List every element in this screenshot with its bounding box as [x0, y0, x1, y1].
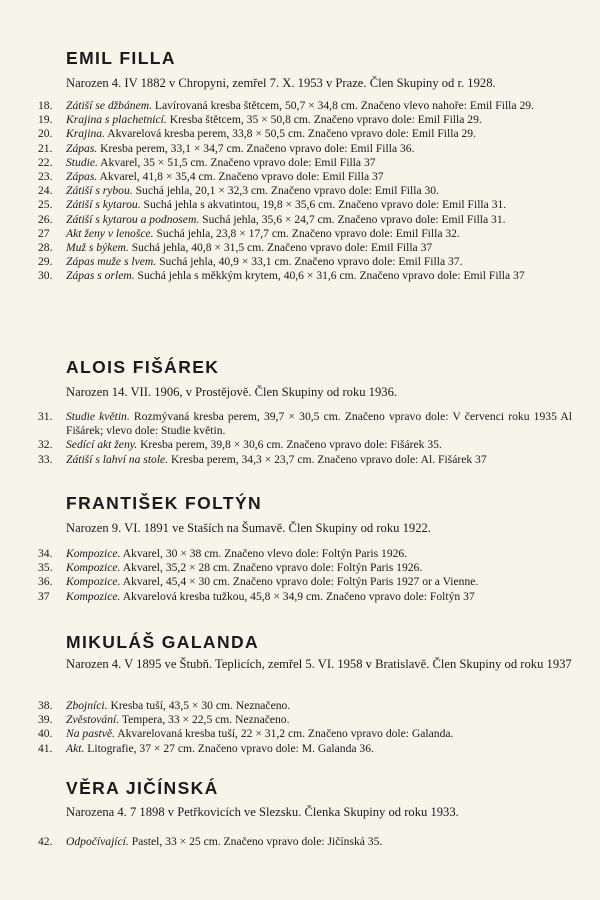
- work-item: [0, 438, 572, 452]
- artist-name: MIKULÁŠ GALANDA: [66, 632, 260, 652]
- work-item: [0, 99, 572, 113]
- work-title: Zbojníci.: [66, 699, 108, 712]
- work-number: 18.: [38, 99, 53, 112]
- works-list: [0, 699, 600, 756]
- work-description: Kresba perem, 39,8 × 30,6 cm. Značeno vpravo dole: Fišárek 35.: [140, 438, 442, 452]
- work-title: Kompozice.: [66, 547, 121, 560]
- work-item: [0, 113, 572, 127]
- work-number: 24.: [38, 184, 53, 198]
- artist-name: VĚRA JIČÍNSKÁ: [66, 778, 219, 798]
- work-item: [0, 727, 572, 741]
- work-item: [0, 241, 572, 255]
- work-description: Akvarel, 35 × 51,5 cm. Značeno vpravo dole: Emil Filla 37: [100, 155, 376, 169]
- work-number: 37: [38, 589, 50, 603]
- work-number: 39.: [38, 713, 53, 727]
- work-description: Kresba perem, 34,3 × 23,7 cm. Značeno vpravo dole: Al. Fišárek 37: [171, 452, 487, 466]
- work-item: [0, 142, 572, 156]
- work-description: Kresba štětcem, 35 × 50,8 cm. Značeno vpravo dole: Emil Filla 29.: [169, 113, 482, 127]
- work-title: Akt ženy v lenošce.: [66, 226, 154, 240]
- work-title: Zvěstování.: [66, 713, 120, 727]
- work-title: Zápas.: [66, 141, 98, 155]
- work-item: [0, 835, 572, 849]
- work-title: Odpočívající.: [66, 835, 129, 848]
- work-item: [0, 269, 572, 283]
- work-title: Zápas muže s lvem.: [66, 255, 157, 269]
- work-description: Suchá jehla, 20,1 × 32,3 cm. Značeno vpravo dole: Emil Filla 30.: [135, 184, 439, 198]
- works-list: [0, 410, 600, 467]
- artist-bio: Narozen 4. IV 1882 v Chropyni, zemřel 7. X. 1953 v Praze. Člen Skupiny od r. 1928.: [66, 76, 496, 90]
- work-title: Zátiší s rybou.: [66, 184, 133, 198]
- work-item: [0, 547, 572, 561]
- artist-bio: Narozen 14. VII. 1906, v Prostějově. Člen Skupiny od roku 1936.: [66, 385, 398, 399]
- work-description: Litografie, 37 × 27 cm. Značeno vpravo dole: M. Galanda 36.: [87, 741, 374, 755]
- work-item: [0, 453, 572, 467]
- work-number: 19.: [38, 113, 53, 127]
- artist-bio: Narozena 4. 7 1898 v Petřkovicích ve Slezsku. Členka Skupiny od roku 1933.: [66, 805, 459, 819]
- work-number: 29.: [38, 255, 53, 269]
- work-item: [0, 561, 572, 575]
- work-description: Suchá jehla, 40,8 × 31,5 cm. Značeno vpravo dole: Emil Filla 37: [131, 241, 433, 255]
- work-number: 25.: [38, 198, 53, 212]
- work-title: Studie.: [66, 155, 98, 169]
- artist-name: ALOIS FIŠÁREK: [66, 357, 220, 377]
- work-title: Zátiší se džbánem.: [66, 99, 152, 112]
- work-number: 42.: [38, 835, 53, 848]
- work-title: Kompozice.: [66, 575, 121, 589]
- work-number: 34.: [38, 547, 53, 560]
- work-number: 35.: [38, 561, 53, 575]
- work-item: [0, 699, 572, 713]
- work-description: Kresba tuší, 43,5 × 30 cm. Neznačeno.: [110, 699, 291, 712]
- work-description: Lavírovaná kresba štětcem, 50,7 × 34,8 cm. Značeno vlevo nahoře: Emil Filla 29.: [154, 99, 534, 112]
- work-number: 32.: [38, 438, 53, 452]
- work-description: Pastel, 33 × 25 cm. Značeno vpravo dole: Jičínská 35.: [131, 835, 383, 848]
- work-number: 21.: [38, 141, 53, 155]
- work-item: [0, 156, 572, 170]
- work-number: 28.: [38, 241, 53, 255]
- artist-name: EMIL FILLA: [66, 48, 176, 68]
- work-number: 22.: [38, 155, 53, 169]
- work-title: Studie květin.: [66, 410, 130, 423]
- work-description: Suchá jehla, 40,9 × 33,1 cm. Značeno vpravo dole: Emil Filla 37.: [159, 255, 463, 269]
- work-item: [0, 227, 572, 241]
- work-item: [0, 590, 572, 604]
- work-item: [0, 213, 572, 227]
- work-item: [0, 198, 572, 212]
- work-number: 36.: [38, 575, 53, 589]
- work-description: Akvarel, 45,4 × 30 cm. Značeno vpravo dole: Foltýn Paris 1927 or a Vienne.: [122, 575, 479, 589]
- work-number: 41.: [38, 741, 53, 755]
- work-number: 27: [38, 226, 50, 240]
- work-description: Akvarel, 30 × 38 cm. Značeno vlevo dole: Foltýn Paris 1926.: [122, 547, 408, 560]
- works-list: [0, 547, 600, 604]
- work-number: 23.: [38, 170, 53, 184]
- work-title: Na pastvě.: [66, 727, 115, 741]
- work-description: Suchá jehla s měkkým krytem, 40,6 × 31,6 cm. Značeno vpravo dole: Emil Filla 37: [137, 269, 525, 283]
- work-title: Krajina.: [66, 127, 105, 141]
- work-number: 40.: [38, 727, 53, 741]
- work-title: Zátiší s kytarou a podnosem.: [66, 212, 200, 226]
- work-title: Kompozice.: [66, 589, 121, 603]
- work-number: 20.: [38, 127, 53, 141]
- work-number: 38.: [38, 699, 53, 712]
- work-item: [0, 575, 572, 589]
- artist-name: FRANTIŠEK FOLTÝN: [66, 493, 263, 513]
- works-list: [0, 99, 600, 284]
- work-description: Akvarelovaná kresba tuší, 22 × 31,2 cm. Značeno vpravo dole: Galanda.: [117, 727, 454, 741]
- work-title: Zátiší s kytarou.: [66, 198, 141, 212]
- works-list: [0, 835, 600, 849]
- work-title: Kompozice.: [66, 561, 121, 575]
- work-title: Zápas s orlem.: [66, 269, 135, 283]
- work-description: Suchá jehla, 35,6 × 24,7 cm. Značeno vpravo dole: Emil Filla 31.: [202, 212, 506, 226]
- work-title: Akt.: [66, 741, 85, 755]
- work-title: Krajina s plachetnicí.: [66, 113, 167, 127]
- work-number: 33.: [38, 452, 53, 466]
- work-item: [0, 255, 572, 269]
- work-title: Zátiší s lahví na stole.: [66, 452, 169, 466]
- work-number: 30.: [38, 269, 53, 283]
- work-item: [0, 742, 572, 756]
- work-item: [0, 170, 572, 184]
- work-item: [0, 713, 572, 727]
- work-title: Muž s býkem.: [66, 241, 129, 255]
- work-item: [0, 127, 572, 141]
- work-description: Akvarelová kresba perem, 33,8 × 50,5 cm. Značeno vpravo dole: Emil Filla 29.: [107, 127, 476, 141]
- artist-bio: Narozen 4. V 1895 ve Štubň. Teplicích, zemřel 5. VI. 1958 v Bratislavě. Člen Skupiny od roku 1937: [66, 657, 572, 671]
- artist-bio: Narozen 9. VI. 1891 ve Staších na Šumavě. Člen Skupiny od roku 1922.: [66, 521, 431, 535]
- work-description: Akvarelová kresba tužkou, 45,8 × 34,9 cm. Značeno vpravo dole: Foltýn 37: [122, 589, 475, 603]
- work-number: 26.: [38, 212, 53, 226]
- work-description: Tempera, 33 × 22,5 cm. Neznačeno.: [121, 713, 290, 727]
- work-description: Akvarel, 41,8 × 35,4 cm. Značeno vpravo dole: Emil Filla 37: [99, 170, 384, 184]
- work-item: [0, 410, 572, 438]
- work-description: Suchá jehla, 23,8 × 17,7 cm. Značeno vpravo dole: Emil Filla 32.: [156, 226, 460, 240]
- work-description: Akvarel, 35,2 × 28 cm. Značeno vpravo dole: Foltýn Paris 1926.: [122, 561, 423, 575]
- work-title: Zápas.: [66, 170, 98, 184]
- work-item: [0, 184, 572, 198]
- work-description: Suchá jehla s akvatintou, 19,8 × 35,6 cm. Značeno vpravo dole: Emil Filla 31.: [143, 198, 507, 212]
- work-title: Sedící akt ženy.: [66, 438, 138, 452]
- work-number: 31.: [38, 410, 53, 423]
- work-description: Rozmývaná kresba perem, 39,7 × 30,5 cm. Značeno vpravo dole: V červenci roku 1935 Al Fišárek; vlevo dole: Studie květin.: [66, 410, 572, 438]
- work-description: Kresba perem, 33,1 × 34,7 cm. Značeno vpravo dole: Emil Filla 36.: [100, 141, 415, 155]
